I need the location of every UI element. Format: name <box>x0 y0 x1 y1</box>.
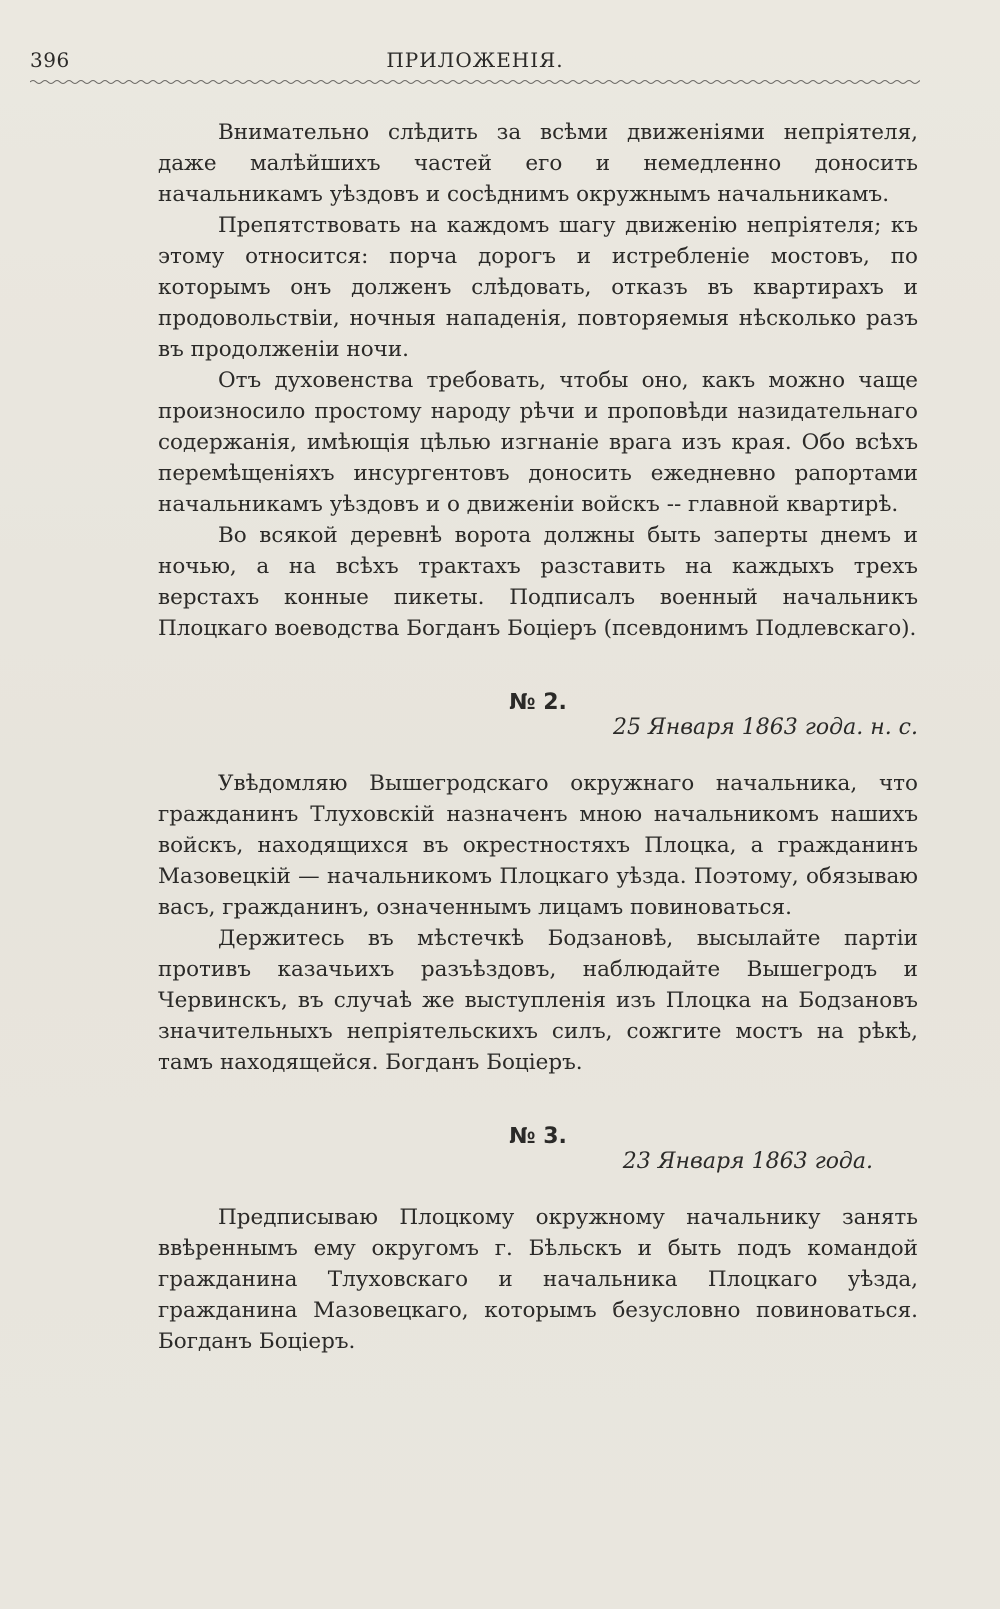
document-number: № 3. <box>509 1124 567 1149</box>
wavy-rule <box>30 78 920 86</box>
paragraph: Во всякой деревнѣ ворота должны быть заперты днемъ и ночью, а на всѣхъ трактахъ разставить на каждыхъ трехъ верстахъ конные пикеты. Подписалъ военный начальникъ Плоцкаго воеводства Богданъ Боціеръ (псевдонимъ Подлевскаго). <box>158 523 918 641</box>
page-number: 396 <box>30 48 70 72</box>
document-2 <box>158 690 918 1078</box>
document-date: 23 Января 1863 года. <box>622 1149 873 1174</box>
document-number: № 2. <box>509 690 567 715</box>
paragraph: Препятствовать на каждомъ шагу движенію непріятеля; къ этому относится: порча дорогъ и истребленіе мостовъ, по которымъ онъ долженъ слѣдовать, отказъ въ квартирахъ и продовольствіи, ночныя нападенія, повторяемыя нѣсколько разъ въ продолженіи ночи. <box>158 213 918 362</box>
document-3 <box>158 1124 918 1357</box>
paragraph: Держитесь въ мѣстечкѣ Бодзановѣ, высылайте партіи противъ казачьихъ разъѣздовъ, наблюдайте Вышегродъ и Червинскъ, въ случаѣ же выступленія изъ Плоцка на Бодзановъ значительныхъ непріятельскихъ силъ, сожгите мостъ на рѣкѣ, тамъ находящейся. Богданъ Боціеръ. <box>158 926 918 1075</box>
document-1 <box>158 117 918 644</box>
page-body <box>158 117 918 1357</box>
paragraph: Увѣдомляю Вышегродскаго окружнаго начальника, что гражданинъ Тлуховскій назначенъ мною начальникомъ нашихъ войскъ, находящихся въ окрестностяхъ Плоцка, а гражданинъ Мазовецкій — начальникомъ Плоцкаго уѣзда. Поэтому, обязываю васъ, гражданинъ, означеннымъ лицамъ повиноваться. <box>158 771 918 920</box>
paragraph: Внимательно слѣдить за всѣми движеніями непріятеля, даже малѣйшихъ частей его и немедленно доносить начальникамъ уѣздовъ и сосѣднимъ окружнымъ начальникамъ. <box>158 120 918 207</box>
running-head: ПРИЛОЖЕНІЯ. <box>386 48 564 72</box>
page-header <box>30 48 920 82</box>
document-date: 25 Января 1863 года. н. с. <box>613 715 918 740</box>
paragraph: Предписываю Плоцкому окружному начальнику занять ввѣреннымъ ему округомъ г. Бѣльскъ и быть подъ командой гражданина Тлуховскаго и начальника Плоцкаго уѣзда, гражданина Мазовецкаго, которымъ безусловно повиноваться. Богданъ Боціеръ. <box>158 1205 918 1354</box>
paragraph: Отъ духовенства требовать, чтобы оно, какъ можно чаще произносило простому народу рѣчи и проповѣди назидательнаго содержанія, имѣющія цѣлью изгнаніе врага изъ края. Обо всѣхъ перемѣщеніяхъ инсургентовъ доносить ежедневно рапортами начальникамъ уѣздовъ и о движеніи войскъ -- главной квартирѣ. <box>158 368 918 517</box>
